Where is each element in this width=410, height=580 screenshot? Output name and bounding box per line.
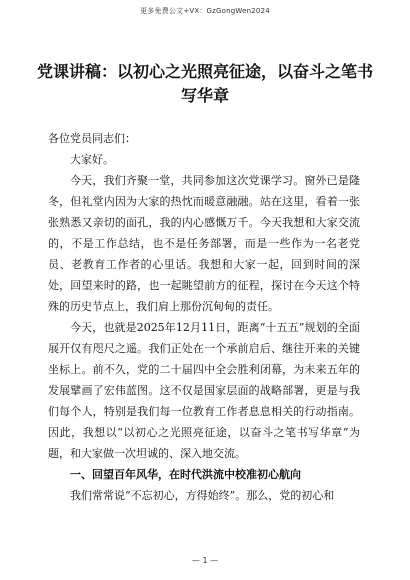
- header-note: 更多免费公文+VX：GzGongWen2024: [140, 7, 270, 15]
- salutation: 各位党员同志们：: [48, 132, 136, 145]
- page-title: 党课讲稿：以初心之光照亮征途，以奋斗之笔书写华章: [36, 62, 373, 105]
- page-number: — 1 —: [191, 556, 219, 565]
- section-heading: 一、回望百年风华，在时代洪流中校准初心航向: [70, 468, 301, 481]
- document-body: [48, 128, 360, 506]
- paragraph-greeting: 大家好。: [70, 153, 114, 166]
- paragraph-section-start: 我们常常说“不忘初心，方得始终”。那么，党的初心和: [70, 489, 335, 502]
- paragraph-context: 今天，也就是2025年12月11日，距离“十五五”规划的全面展开仅有咫尺之遥。我们正处在一个承前启后、继往开来的关键坐标上。前不久，党的二十届四中全会胜利闭幕，为未来五年的发展擘画了宏伟蓝图。这不仅是国家层面的战略部署，更是与我们每个人，特别是我们每一位教育工作者息息相关的行动指南。因此，我想以“以初心之光照亮征途，以奋斗之笔书写华章”为题，和大家做一次坦诚的、深入地交流。: [48, 321, 360, 460]
- paragraph-intro: 今天，我们齐聚一堂，共同参加这次党课学习。窗外已是隆冬，但礼堂内因为大家的热忱而暖意融融。站在这里，看着一张张熟悉又亲切的面孔，我的内心感慨万千。今天我想和大家交流的，不是工作总结，也不是任务部署，而是一些作为一名老党员、老教育工作者的心里话。我想和大家一起，回到时间的深处，回望来时的路，也一起眺望前方的征程，探讨在今天这个特殊的历史节点上，我们肩上那份沉甸甸的责任。: [48, 174, 360, 313]
